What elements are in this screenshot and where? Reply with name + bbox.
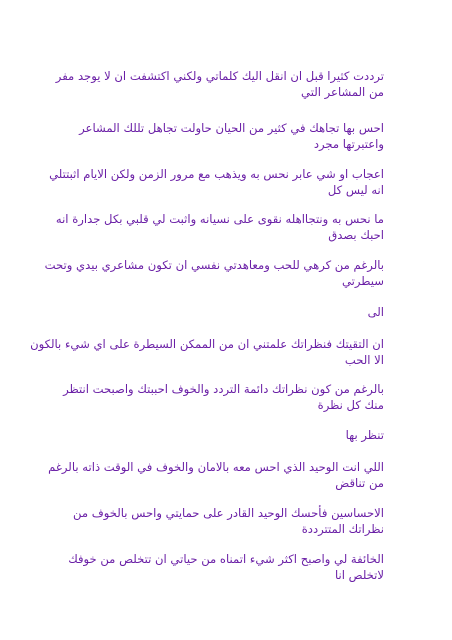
paragraph-line: بالرغم من كرهي للحب ومعاهدتي نفسي ان تكون مشاعري بيدي وتحت — [44, 258, 384, 272]
paragraph-line: احبك بصدق — [328, 228, 384, 242]
paragraph-5 — [44, 257, 384, 289]
paragraph-line: ترددت كثيرا قبل ان انقل اليك كلماتي ولكني اكتشفت ان لا يوجد مفر — [55, 69, 384, 83]
paragraph-line: لاتخلص انا — [334, 568, 384, 582]
paragraph-line: منك كل نظرة — [317, 398, 384, 412]
paragraph-3 — [49, 166, 384, 198]
paragraph-line: من المشاعر التي — [301, 85, 384, 99]
paragraph-12 — [60, 551, 384, 583]
paragraph-4 — [55, 211, 384, 243]
paragraph-line: ان التقيتك فنظراتك علمتني ان من الممكن السيطرة على اي شيء بالكون — [30, 337, 384, 351]
paragraph-line: تنظر بها — [345, 428, 384, 442]
paragraph-7 — [30, 336, 384, 368]
paragraph-line: انه ليس كل — [327, 183, 384, 197]
paragraph-line: احس بها تجاهك في كثير من الحيان حاولت تجاهل تللك المشاعر — [79, 121, 384, 135]
paragraph-2 — [60, 120, 384, 152]
paragraph-11 — [60, 505, 384, 537]
paragraph-line: الى — [367, 305, 384, 319]
paragraph-1 — [55, 68, 384, 100]
paragraph-line: واعتبرتها مجرد — [313, 137, 384, 151]
paragraph-line: الخائفة لي واصبح اكثر شيء اتمناه من حياتي ان تتخلص من خوفك — [68, 552, 384, 566]
paragraph-6 — [60, 304, 384, 320]
paragraph-line: الاحساسين فأحسك الوحيد القادر على حمايتي واحس بالخوف من — [73, 506, 384, 520]
paragraph-8 — [60, 381, 384, 413]
paragraph-line: من تناقض — [335, 476, 384, 490]
paragraph-line: بالرغم من كون نظراتك دائمة التردد والخوف احببتك واصبحت انتظر — [63, 382, 384, 396]
paragraph-line: ما نحس به ونتجااهله نقوى على نسيانه واثبت لي قلبي بكل جدارة انه — [55, 212, 384, 226]
paragraph-10 — [48, 459, 384, 491]
paragraph-line: الا الحب — [344, 353, 384, 367]
paragraph-line: اللي انت الوحيد الذي احس معه بالامان والخوف في الوقت ذاته بالرغم — [48, 460, 384, 474]
paragraph-line: نظراتك المتترددة — [301, 522, 384, 536]
paragraph-9 — [60, 427, 384, 443]
paragraph-line: اعجاب او شي عابر نحس به ويذهب مع مرور الزمن ولكن الايام اثبتتلي — [49, 167, 384, 181]
paragraph-line: سيطرتي — [341, 274, 384, 288]
